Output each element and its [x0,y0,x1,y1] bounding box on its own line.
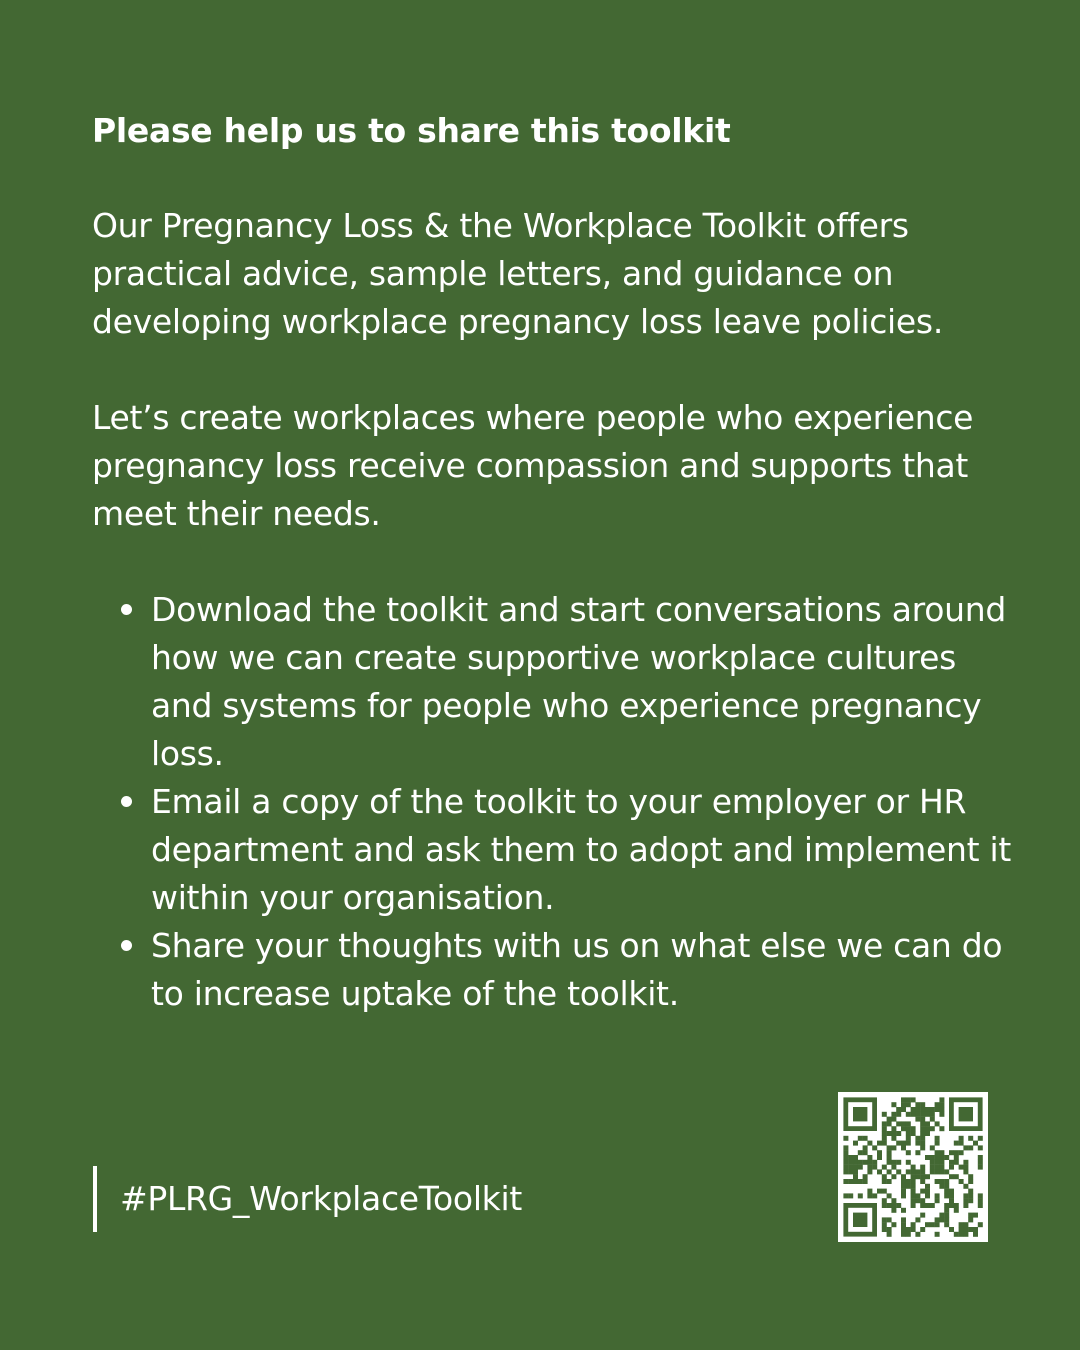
bullet-icon [121,796,132,807]
list-item-text: Email a copy of the toolkit to your employer or HR department and ask them to adopt and implement it within your organisation. [151,782,1011,917]
list-item-text: Download the toolkit and start conversations around how we can create supportive workplace cultures and systems for people who experience pregnancy loss. [151,590,1006,773]
list-item [151,922,1021,1018]
qr-code-graphic [838,1092,988,1242]
call-to-action-paragraph: Let’s create workplaces where people who experience pregnancy loss receive compassion and supports that meet their needs. [92,398,974,533]
list-item [151,586,1021,778]
list-item [151,778,1021,922]
hashtag-text: #PLRG_WorkplaceToolkit [120,1179,523,1218]
qr-code-icon[interactable] [838,1092,988,1242]
bullet-icon [121,604,132,615]
main-content [92,108,1011,1018]
list-item-text: Share your thoughts with us on what else we can do to increase uptake of the toolkit. [151,926,1003,1013]
hashtag-divider [93,1166,97,1232]
action-list [92,586,1021,1018]
intro-paragraph: Our Pregnancy Loss & the Workplace Toolkit offers practical advice, sample letters, and guidance on developing workplace pregnancy loss leave policies. [92,206,944,341]
bullet-icon [121,940,132,951]
page-title: Please help us to share this toolkit [92,111,731,150]
